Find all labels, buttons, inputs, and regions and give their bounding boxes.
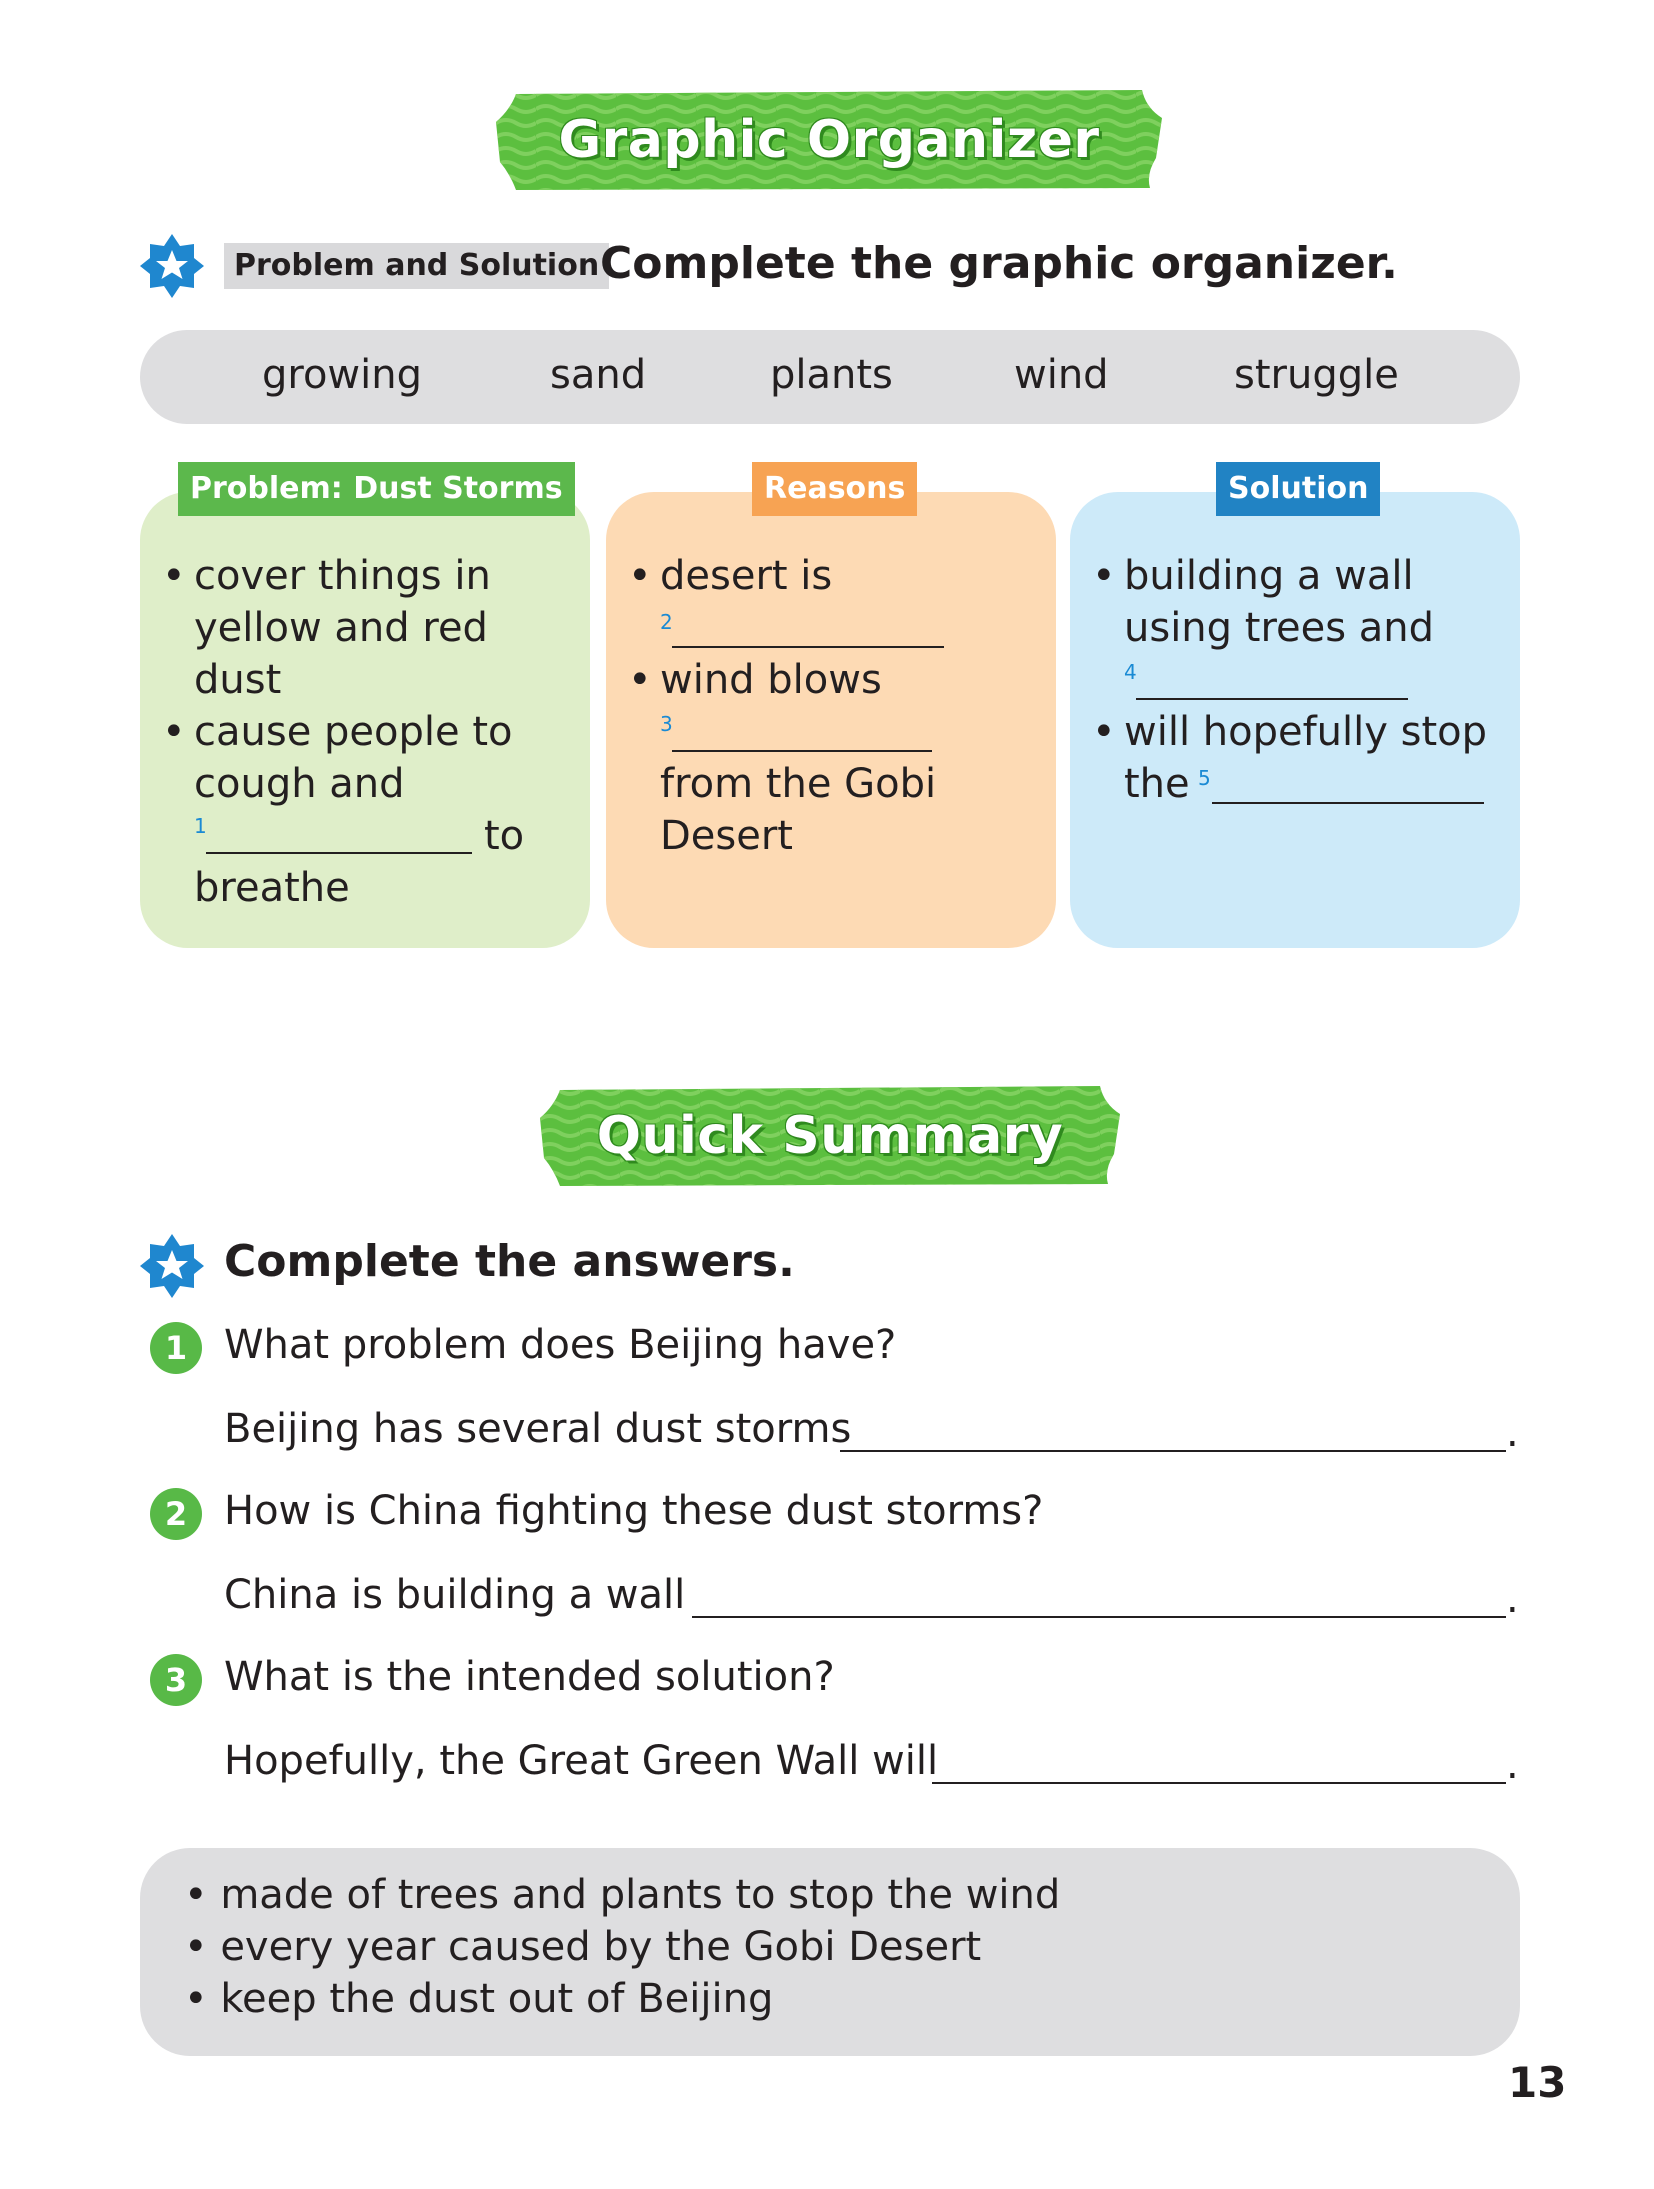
blank-number: 5	[1198, 766, 1211, 790]
reasons-line: Desert	[660, 813, 793, 859]
clue-text: keep the dust out of Beijing	[220, 1976, 774, 2022]
problem-line: to	[484, 813, 525, 859]
clue-box	[140, 1848, 1520, 2056]
quick-summary-title: Quick Summary	[596, 1106, 1064, 1166]
question-text: What problem does Beijing have?	[224, 1322, 897, 1368]
solution-line: using trees and	[1124, 605, 1435, 651]
solution-line: building a wall	[1124, 553, 1414, 599]
reasons-header: Reasons	[752, 462, 917, 516]
star-icon	[138, 232, 206, 300]
answer-prompt: Hopefully, the Great Green Wall will	[224, 1738, 939, 1784]
word-bank-item: plants	[770, 352, 893, 398]
clue-text: made of trees and plants to stop the wind	[220, 1872, 1061, 1918]
question-number-1: 1	[150, 1322, 202, 1374]
answer-prompt: China is building a wall	[224, 1572, 686, 1618]
blank-number: 2	[660, 610, 673, 634]
problem-line: cause people to	[194, 709, 513, 755]
graphic-organizer-banner	[496, 88, 1162, 192]
blank-number: 4	[1124, 660, 1137, 684]
answer-blank-1[interactable]	[206, 852, 472, 854]
bullet: •	[1092, 553, 1116, 599]
bullet: •	[162, 553, 186, 599]
word-bank-item: struggle	[1234, 352, 1399, 398]
bullet: •	[162, 709, 186, 755]
bullet: •	[628, 657, 652, 703]
question-text: What is the intended solution?	[224, 1654, 835, 1700]
answer-period: .	[1506, 1576, 1519, 1622]
clue-item: • made of trees and plants to stop the wind	[184, 1872, 1061, 1918]
problem-line: dust	[194, 657, 282, 703]
word-bank-item: growing	[262, 352, 422, 398]
star-icon	[138, 1232, 206, 1300]
answer-prompt: Beijing has several dust storms	[224, 1406, 852, 1452]
answer-line-2[interactable]	[692, 1616, 1506, 1618]
word-bank-item: sand	[550, 352, 647, 398]
answer-blank-5[interactable]	[1212, 802, 1484, 804]
question-text: How is China fighting these dust storms?	[224, 1488, 1044, 1534]
answer-period: .	[1506, 1410, 1519, 1456]
answer-line-3[interactable]	[932, 1782, 1506, 1784]
answer-blank-4[interactable]	[1136, 698, 1408, 700]
organizer-instruction: Complete the graphic organizer.	[600, 238, 1398, 289]
page-number: 13	[1508, 2058, 1567, 2107]
reasons-line: desert is	[660, 553, 833, 599]
blank-number: 1	[194, 814, 207, 838]
answer-blank-3[interactable]	[672, 750, 932, 752]
answer-line-1[interactable]	[840, 1450, 1506, 1452]
problem-line: yellow and red	[194, 605, 488, 651]
clue-text: every year caused by the Gobi Desert	[220, 1924, 982, 1970]
blank-number: 3	[660, 712, 673, 736]
graphic-organizer-title: Graphic Organizer	[558, 110, 1100, 170]
summary-instruction: Complete the answers.	[224, 1236, 795, 1287]
answer-period: .	[1506, 1742, 1519, 1788]
clue-item: • keep the dust out of Beijing	[184, 1976, 774, 2022]
clue-item: • every year caused by the Gobi Desert	[184, 1924, 982, 1970]
problem-header: Problem: Dust Storms	[178, 462, 575, 516]
answer-blank-2[interactable]	[672, 646, 944, 648]
reasons-line: wind blows	[660, 657, 882, 703]
word-bank-item: wind	[1014, 352, 1109, 398]
solution-line: the	[1124, 761, 1190, 807]
quick-summary-banner	[540, 1084, 1120, 1188]
solution-line: will hopefully stop	[1124, 709, 1488, 755]
problem-solution-tag: Problem and Solution	[224, 243, 609, 289]
problem-line: cover things in	[194, 553, 491, 599]
bullet: •	[1092, 709, 1116, 755]
word-bank	[140, 330, 1520, 424]
solution-header: Solution	[1216, 462, 1380, 516]
reasons-line: from the Gobi	[660, 761, 937, 807]
question-number-3: 3	[150, 1654, 202, 1706]
problem-line: cough and	[194, 761, 405, 807]
question-number-2: 2	[150, 1488, 202, 1540]
problem-line: breathe	[194, 865, 350, 911]
bullet: •	[628, 553, 652, 599]
